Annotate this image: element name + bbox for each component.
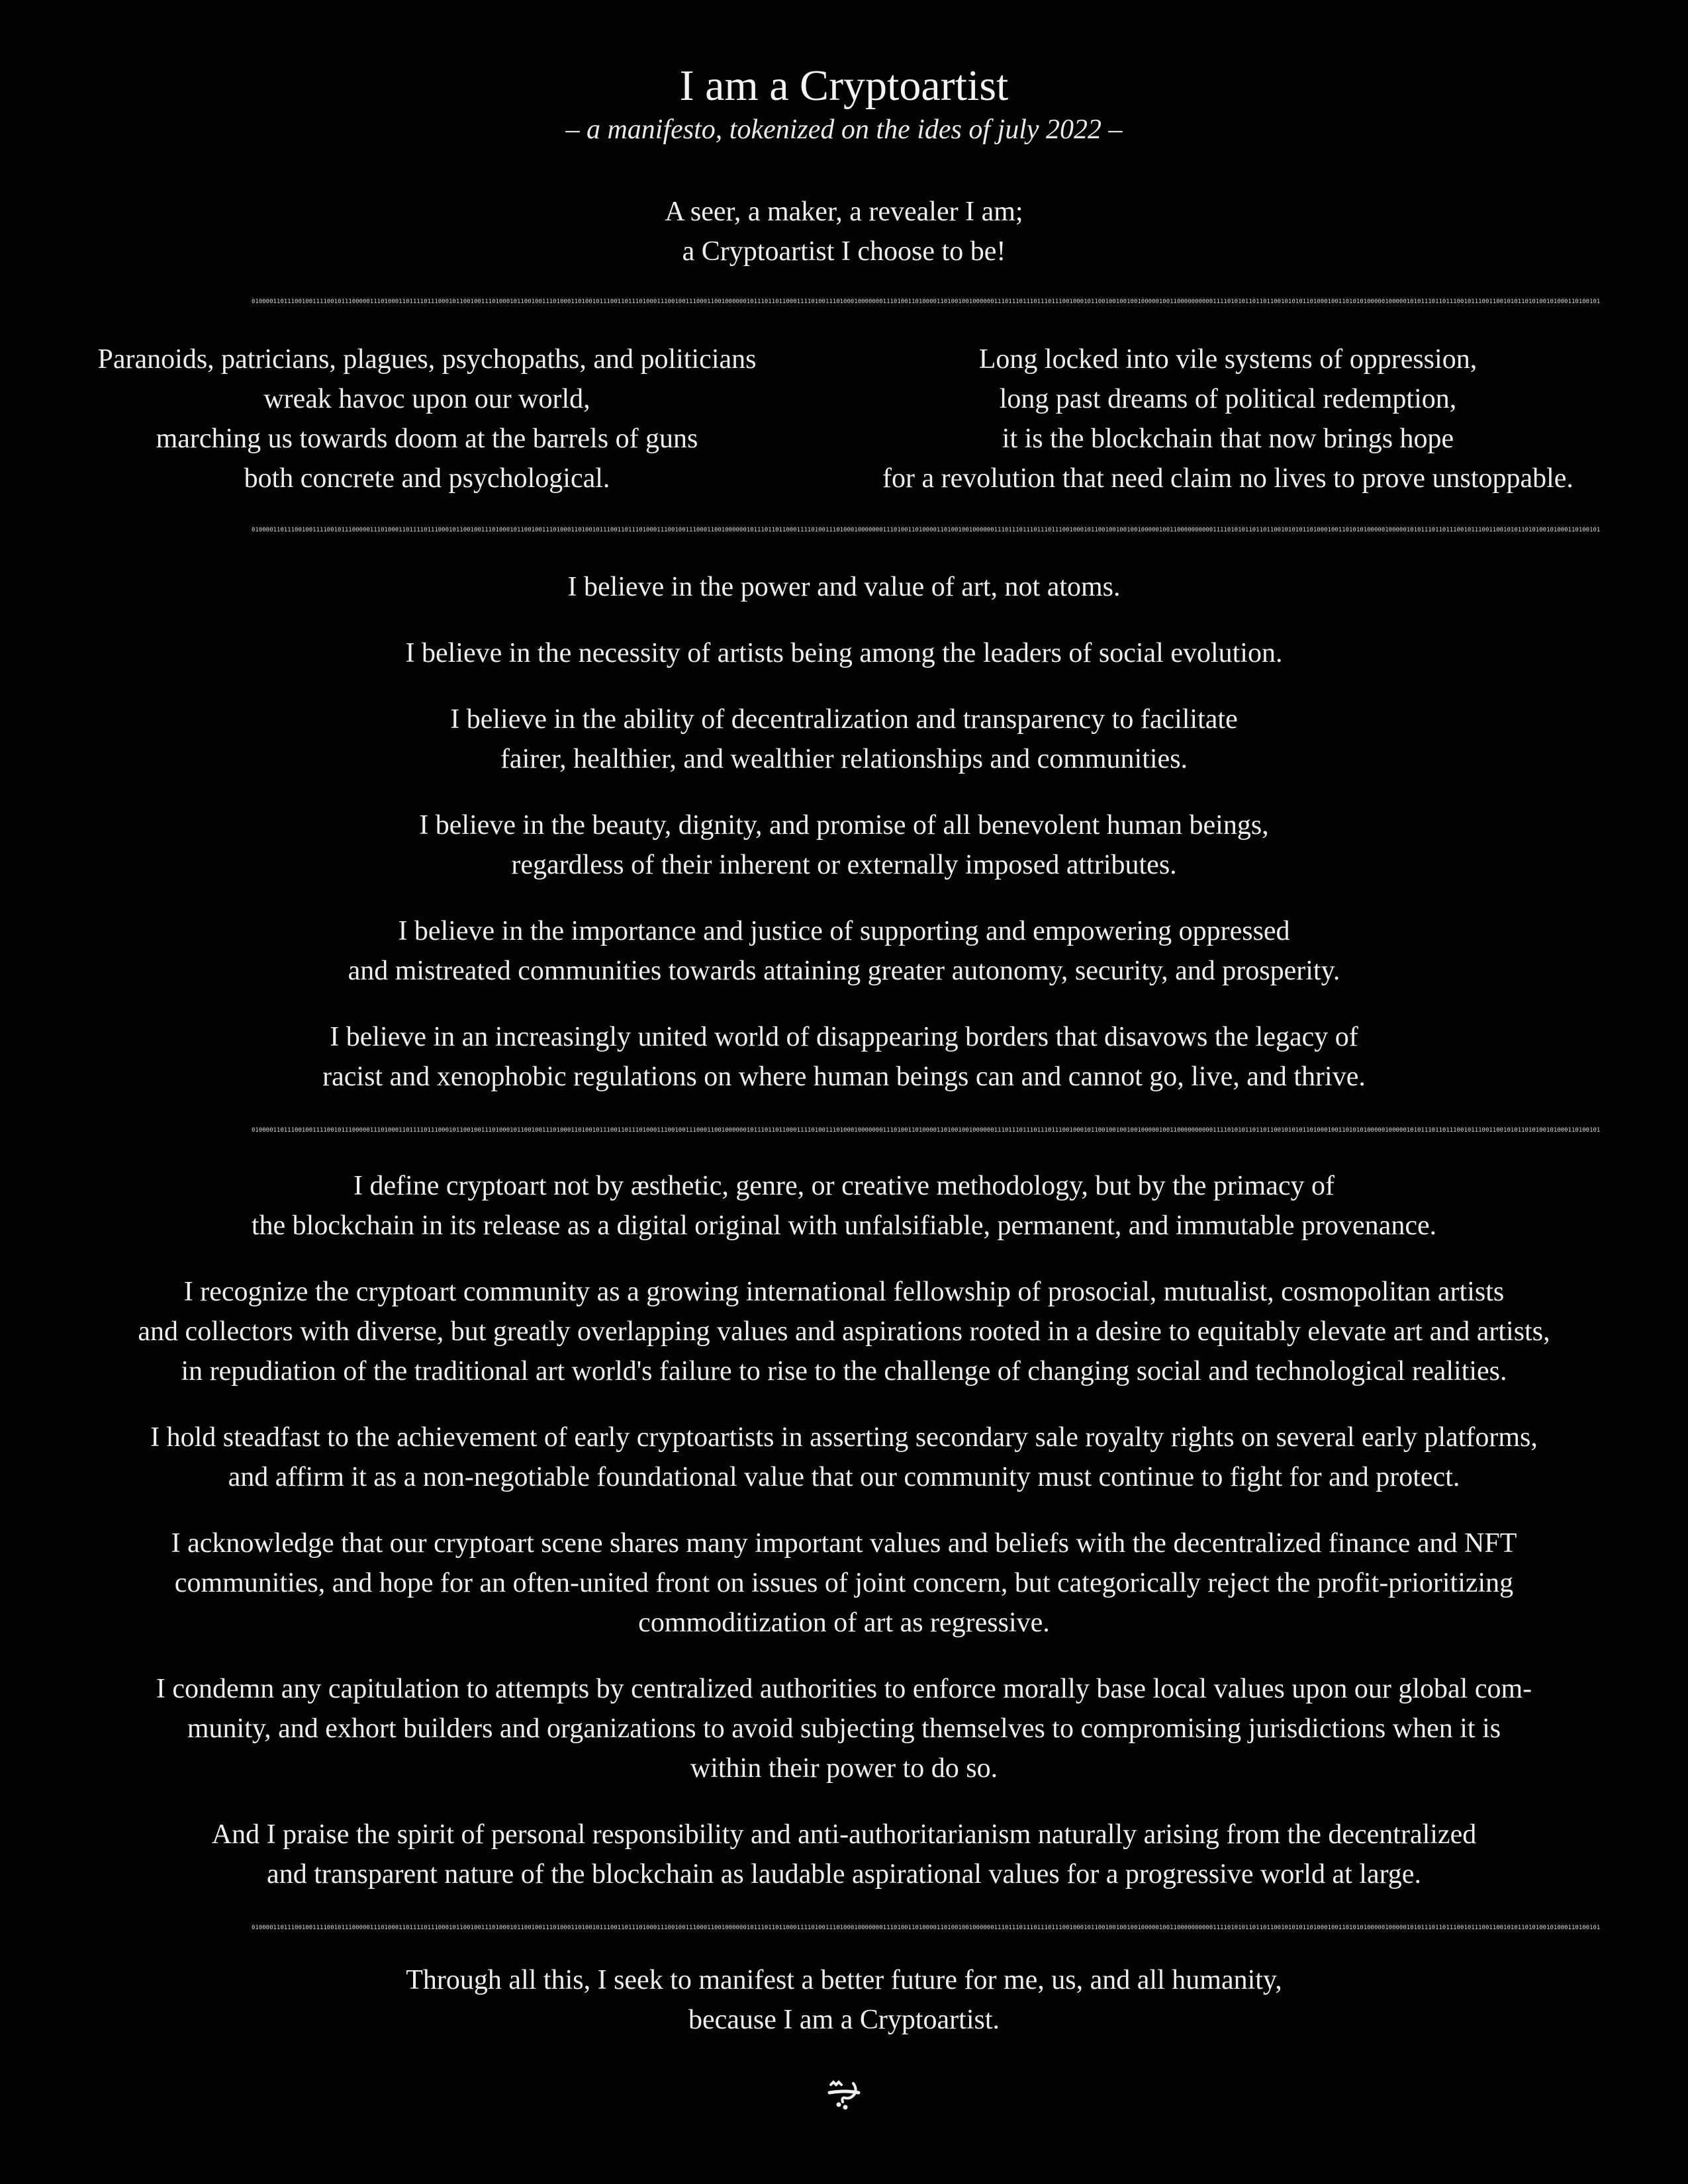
principle-paragraph	[66, 1418, 1622, 1497]
verse-line: it is the blockchain that now brings hope	[1002, 424, 1454, 454]
belief-paragraph	[66, 911, 1622, 991]
closing-verse	[66, 1960, 1622, 2040]
verse-line: wreak havoc upon our world,	[263, 384, 590, 414]
opening-verse	[0, 192, 1688, 271]
belief-line: I believe in the power and value of art, not atoms.	[567, 572, 1121, 602]
belief-line: I believe in the necessity of artists being among the leaders of social evolution.	[405, 638, 1283, 668]
belief-line: I believe in the beauty, dignity, and promise of all benevolent human beings,	[419, 810, 1269, 841]
belief-line: fairer, healthier, and wealthier relationships and communities.	[500, 744, 1188, 774]
verse-line: marching us towards doom at the barrels of guns	[156, 424, 698, 454]
principle-paragraph	[66, 1669, 1622, 1788]
binary-divider: 0100001101110010011110010111000001110100011011110111000101100100111010001011001001110100011010010111001101110100011100100111000110010000001011101101100011110100111010001000000011101001101000011010010010000001110111011101110111001000101100100100100100000100110000000000111101010110110110010101011010001001101010100000100000101011101101110010111001100101011010100101000110100101	[252, 1127, 1601, 1134]
opening-line: A seer, a maker, a revealer I am;	[665, 197, 1023, 227]
principle-line: and collectors with diverse, but greatly overlapping values and aspirations rooted in a desire to equitably elevate art and artists,	[138, 1316, 1550, 1347]
principle-line: commoditization of art as regressive.	[638, 1608, 1050, 1638]
verse-line: for a revolution that need claim no lives to prove unstoppable.	[882, 463, 1573, 494]
belief-line: racist and xenophobic regulations on where human beings can and cannot go, live, and thrive.	[322, 1062, 1366, 1092]
right-column-verse	[841, 340, 1615, 498]
belief-paragraph	[66, 567, 1622, 607]
closing-line: Through all this, I seek to manifest a better future for me, us, and all humanity,	[406, 1965, 1282, 1995]
verse-line: Long locked into vile systems of oppression,	[978, 344, 1477, 375]
principle-line: I hold steadfast to the achievement of early cryptoartists in asserting secondary sale royalty rights on several early platforms,	[150, 1422, 1538, 1453]
belief-paragraph	[66, 805, 1622, 885]
principle-line: the blockchain in its release as a digital original with unfalsifiable, permanent, and immutable provenance.	[251, 1210, 1437, 1241]
principle-line: I acknowledge that our cryptoart scene shares many important values and beliefs with the decentralized finance and NFT	[171, 1528, 1517, 1559]
principle-line: communities, and hope for an often-united front on issues of joint concern, but categorically reject the profit-prioritizing	[174, 1568, 1514, 1598]
principle-line: munity, and exhort builders and organizations to avoid subjecting themselves to compromising jurisdictions when it is	[187, 1713, 1501, 1744]
belief-line: I believe in the importance and justice of supporting and empowering oppressed	[398, 916, 1290, 946]
calligraphic-signature-icon	[824, 2070, 864, 2116]
belief-line: I believe in the ability of decentralization and transparency to facilitate	[450, 704, 1238, 735]
verse-line: long past dreams of political redemption,	[999, 384, 1457, 414]
opening-line: a Cryptoartist I choose to be!	[682, 236, 1006, 267]
belief-paragraph	[66, 700, 1622, 779]
principle-line: I define cryptoart not by æsthetic, genre, or creative methodology, but by the primacy of	[353, 1171, 1335, 1201]
belief-paragraph	[66, 1017, 1622, 1097]
principle-line: in repudiation of the traditional art world's failure to rise to the challenge of changing social and technological realities.	[181, 1356, 1507, 1387]
binary-divider: 0100001101110010011110010111000001110100011011110111000101100100111010001011001001110100011010010111001101110100011100100111000110010000001011101101100011110100111010001000000011101001101000011010010010000001110111011101110111001000101100100100100100000100110000000000111101010110110110010101011010001001101010100000100000101011101101110010111001100101011010100101000110100101	[252, 1925, 1601, 1931]
belief-line: and mistreated communities towards attaining greater autonomy, security, and prosperity.	[348, 956, 1340, 986]
principle-paragraph	[66, 1166, 1622, 1246]
belief-line: regardless of their inherent or externally imposed attributes.	[511, 850, 1177, 880]
principle-line: and transparent nature of the blockchain as laudable aspirational values for a progressive world at large.	[267, 1859, 1421, 1889]
principle-line: I recognize the cryptoart community as a growing international fellowship of prosocial, mutualist, cosmopolitan artists	[183, 1277, 1505, 1307]
binary-divider: 0100001101110010011110010111000001110100011011110111000101100100111010001011001001110100011010010111001101110100011100100111000110010000001011101101100011110100111010001000000011101001101000011010010010000001110111011101110111001000101100100100100100000100110000000000111101010110110110010101011010001001101010100000100000101011101101110010111001100101011010100101000110100101	[252, 527, 1601, 533]
principle-line: within their power to do so.	[690, 1753, 998, 1784]
verse-line: Paranoids, patricians, plagues, psychopaths, and politicians	[97, 344, 757, 375]
principle-line: And I praise the spirit of personal responsibility and anti-authoritarianism naturally arising from the decentralized	[211, 1819, 1477, 1850]
principle-line: and affirm it as a non-negotiable foundational value that our community must continue to fight for and protect.	[228, 1462, 1460, 1492]
page-title: I am a Cryptoartist	[679, 62, 1009, 110]
belief-line: I believe in an increasingly united world of disappearing borders that disavows the legacy of	[330, 1022, 1358, 1052]
verse-line: both concrete and psychological.	[244, 463, 610, 494]
page-subtitle: – a manifesto, tokenized on the ides of july 2022 –	[565, 114, 1123, 145]
closing-line: because I am a Cryptoartist.	[688, 2005, 1000, 2035]
belief-paragraph	[66, 633, 1622, 673]
principle-paragraph	[66, 1272, 1622, 1391]
principle-paragraph	[66, 1815, 1622, 1894]
binary-divider: 0100001101110010011110010111000001110100011011110111000101100100111010001011001001110100011010010111001101110100011100100111000110010000001011101101100011110100111010001000000011101001101000011010010010000001110111011101110111001000101100100100100100000100110000000000111101010110110110010101011010001001101010100000100000101011101101110010111001100101011010100101000110100101	[252, 298, 1601, 305]
left-column-verse	[60, 340, 794, 498]
principle-paragraph	[66, 1524, 1622, 1643]
principle-line: I condemn any capitulation to attempts by centralized authorities to enforce morally base local values upon our global com-	[156, 1674, 1532, 1704]
